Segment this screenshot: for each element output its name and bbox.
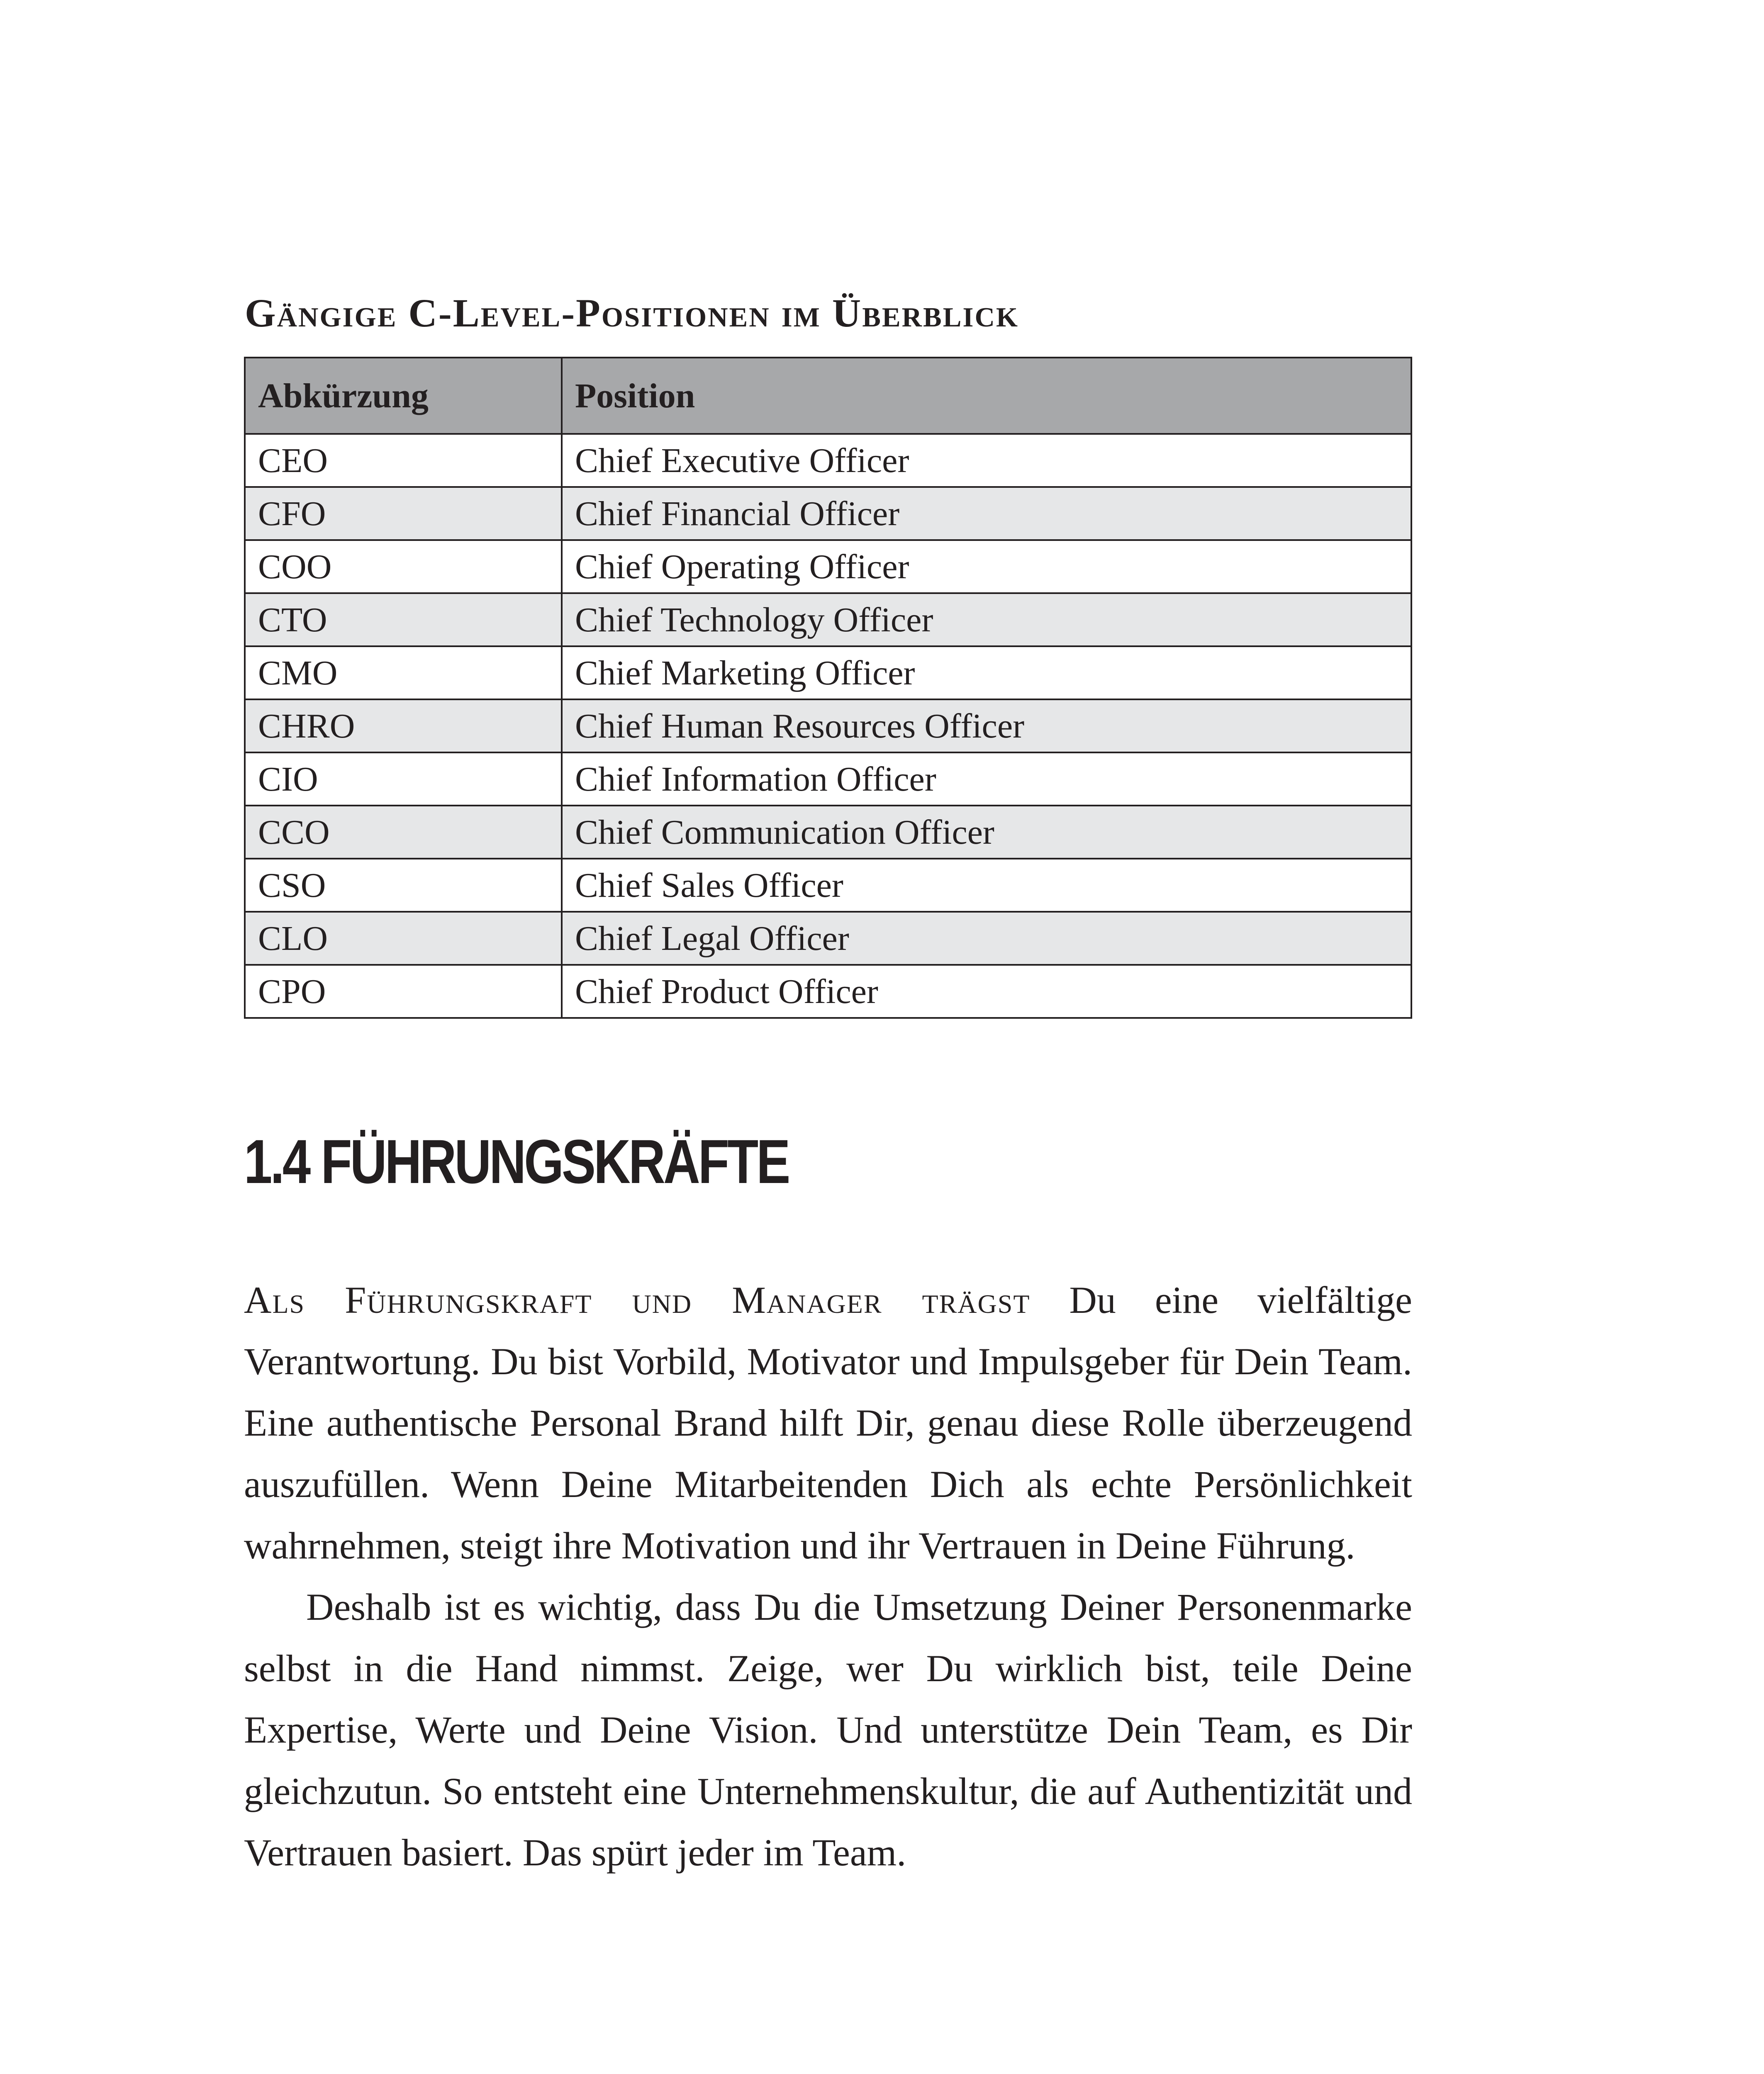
cell-abbreviation: CPO: [245, 965, 562, 1018]
table-row: [245, 487, 1411, 540]
cell-position: Chief Product Officer: [562, 965, 1411, 1018]
cell-abbreviation: COO: [245, 540, 562, 593]
cell-abbreviation: CCO: [245, 806, 562, 859]
table-row: [245, 434, 1411, 487]
section-heading: 1.4 FÜHRUNGSKRÄFTE: [244, 1127, 789, 1196]
cell-position: Chief Executive Officer: [562, 434, 1411, 487]
table-row: [245, 965, 1411, 1018]
cell-abbreviation: CMO: [245, 646, 562, 699]
cell-position: Chief Information Officer: [562, 752, 1411, 806]
cell-position: Chief Human Resources Officer: [562, 699, 1411, 752]
c-level-table: [244, 357, 1412, 1019]
table-row: [245, 912, 1411, 965]
column-header-abbreviation: Abkürzung: [245, 358, 562, 434]
cell-abbreviation: CEO: [245, 434, 562, 487]
cell-position: Chief Legal Officer: [562, 912, 1411, 965]
table-row: [245, 859, 1411, 912]
table-row: [245, 752, 1411, 806]
table-caption: Gängige C-Level-Positionen im Überblick: [245, 291, 1019, 335]
table-row: [245, 806, 1411, 859]
paragraph: Deshalb ist es wichtig, dass Du die Umsetzung Deiner Personenmarke selbst in die Hand nimmst. Zeige, wer Du wirklich bist, teile Deine Expertise, Werte und Deine Vision. Und unterstütze Dein Team, es Dir gleichzutun. So entsteht eine Unternehmenskultur, die auf Authentizität und Vertrauen basiert. Das spürt jeder im Team.: [244, 1586, 1412, 1874]
cell-abbreviation: CSO: [245, 859, 562, 912]
cell-abbreviation: CHRO: [245, 699, 562, 752]
paragraph-lead-in: Als Führungskraft und Manager trägst: [244, 1279, 1031, 1321]
cell-position: Chief Technology Officer: [562, 593, 1411, 646]
cell-position: Chief Communication Officer: [562, 806, 1411, 859]
cell-abbreviation: CLO: [245, 912, 562, 965]
cell-abbreviation: CTO: [245, 593, 562, 646]
cell-position: Chief Marketing Officer: [562, 646, 1411, 699]
cell-position: Chief Financial Officer: [562, 487, 1411, 540]
cell-abbreviation: CFO: [245, 487, 562, 540]
column-header-position: Position: [562, 358, 1411, 434]
paragraph-text: Du eine vielfältige Verantwortung. Du bist Vorbild, Motivator und Impulsgeber für Dein Team. Eine authentische Personal Brand hilft Dir, genau diese Rolle überzeugend auszufüllen. Wenn Deine Mitarbeitenden Dich als echte Persönlichkeit wahrnehmen, steigt ihre Motivation und ihr Vertrauen in Deine Führung.: [244, 1279, 1412, 1567]
cell-position: Chief Sales Officer: [562, 859, 1411, 912]
table-row: [245, 540, 1411, 593]
table-row: [245, 699, 1411, 752]
cell-abbreviation: CIO: [245, 752, 562, 806]
cell-position: Chief Operating Officer: [562, 540, 1411, 593]
body-text: [244, 1269, 1412, 1883]
paragraph: [244, 1269, 1412, 1576]
table-header-row: [245, 358, 1411, 434]
table-row: [245, 593, 1411, 646]
table-row: [245, 646, 1411, 699]
